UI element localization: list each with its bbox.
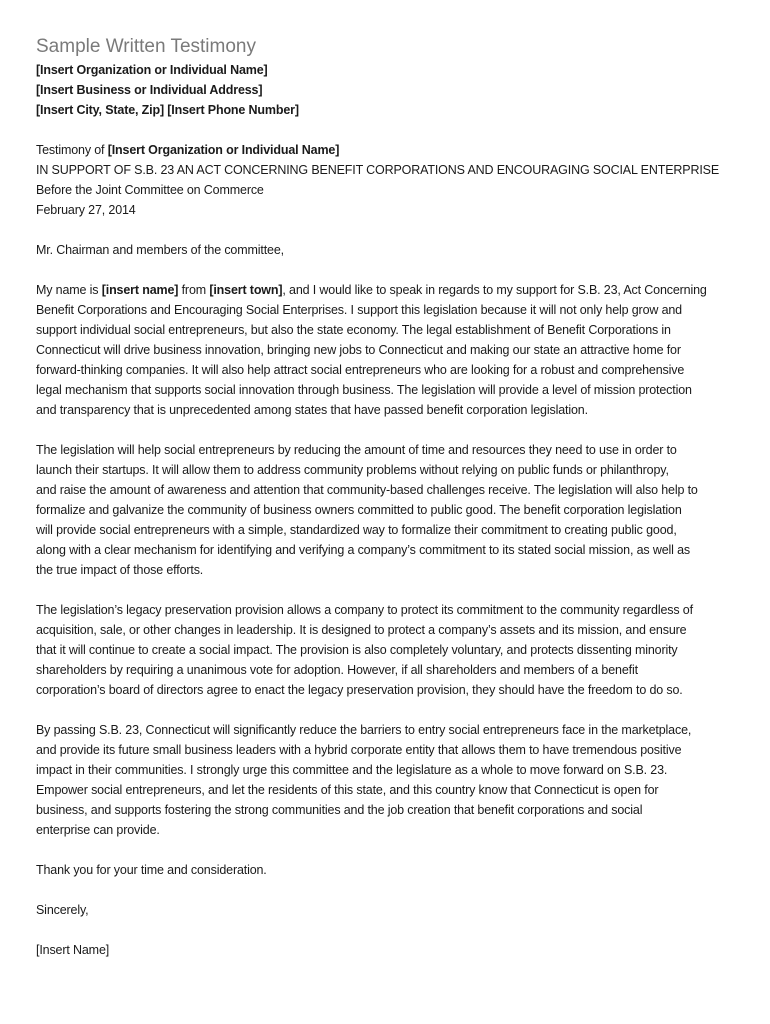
paragraph-3-line: that it will continue to create a social impact. The provision is also completely voluntary, and protects dissenting minority: [36, 643, 678, 657]
paragraph-4-line: business, and supports fostering the strong communities and the job creation that benefit corporations and social: [36, 803, 643, 817]
paragraph-2: [36, 440, 740, 580]
paragraph-2-line: along with a clear mechanism for identifying and verifying a company’s commitment to its stated social mission, as well as: [36, 543, 690, 557]
para1-line1-rest: , and I would like to speak in regards to my support for S.B. 23, Act Concerning: [282, 283, 707, 297]
thanks-line: Thank you for your time and consideration.: [36, 863, 267, 877]
spacer: [36, 840, 740, 860]
spacer: [36, 580, 740, 600]
spacer: [36, 220, 740, 240]
sender-address: [Insert Business or Individual Address]: [36, 83, 263, 97]
testimony-prefix: Testimony of: [36, 143, 108, 157]
paragraph-2-line: formalize and galvanize the community of business owners committed to public good. The benefit corporation legislation: [36, 503, 682, 517]
spacer: [36, 920, 740, 940]
support-line: IN SUPPORT OF S.B. 23 AN ACT CONCERNING BENEFIT CORPORATIONS AND ENCOURAGING SOCIAL ENTERPRISE: [36, 163, 720, 177]
paragraph-3-line: The legislation’s legacy preservation provision allows a company to protect its commitment to the community regardless of: [36, 603, 693, 617]
paragraph-2-line: will provide social entrepreneurs with a simple, standardized way to formalize their commitment to creating public good,: [36, 523, 677, 537]
document-title: Sample Written Testimony: [36, 36, 256, 57]
paragraph-3: [36, 600, 740, 700]
paragraph-4-line: impact in their communities. I strongly urge this committee and the legislature as a whole to move forward on S.B. 23.: [36, 763, 668, 777]
testimony-of-line: [36, 140, 740, 160]
paragraph-4-line: Empower social entrepreneurs, and let the residents of this state, and this country know that Connecticut is open for: [36, 783, 659, 797]
paragraph-1-line: legal mechanism that supports social innovation through business. The legislation will provide a level of mission protection: [36, 383, 692, 397]
para1-lead-text: My name is: [36, 283, 102, 297]
paragraph-4-line: and provide its future small business leaders with a hybrid corporate entity that allows them to have tremendous positive: [36, 743, 682, 757]
sender-block: [36, 60, 740, 120]
paragraph-1-line: and transparency that is unprecedented among states that have passed benefit corporation legislation.: [36, 403, 588, 417]
paragraph-1-line: Connecticut will drive business innovation, bringing new jobs to Connecticut and making our state an attractive home for: [36, 343, 681, 357]
spacer: [36, 880, 740, 900]
paragraph-3-line: corporation’s board of directors agree to enact the legacy preservation provision, they should have the freedom to do so.: [36, 683, 683, 697]
paragraph-1-line: forward-thinking companies. It will also help attract social entrepreneurs who are looking for a robust and comprehensive: [36, 363, 685, 377]
sender-city-phone: [Insert City, State, Zip] [Insert Phone Number]: [36, 103, 299, 117]
spacer: [36, 420, 740, 440]
paragraph-2-line: the true impact of those efforts.: [36, 563, 204, 577]
testimony-date: February 27, 2014: [36, 203, 136, 217]
paragraph-4: [36, 720, 740, 840]
sender-org-name: [Insert Organization or Individual Name]: [36, 63, 268, 77]
paragraph-4-line: By passing S.B. 23, Connecticut will significantly reduce the barriers to entry social entrepreneurs face in the marketplace,: [36, 723, 692, 737]
paragraph-1-line: [36, 280, 740, 300]
closing-line: Sincerely,: [36, 903, 89, 917]
paragraph-4-line: enterprise can provide.: [36, 823, 160, 837]
spacer: [36, 260, 740, 280]
committee-line: Before the Joint Committee on Commerce: [36, 183, 264, 197]
testimony-heading-block: [36, 140, 740, 220]
paragraph-3-line: acquisition, sale, or other changes in leadership. It is designed to protect a company’s assets and its mission, and ensure: [36, 623, 687, 637]
paragraph-1-line: Benefit Corporations and Encouraging Social Enterprises. I support this legislation because it will not only help grow and: [36, 303, 682, 317]
spacer: [36, 700, 740, 720]
salutation: Mr. Chairman and members of the committee,: [36, 243, 284, 257]
paragraph-1-line: support individual social entrepreneurs, but also the state economy. The legal establishment of Benefit Corporations in: [36, 323, 671, 337]
testimony-org-name: [Insert Organization or Individual Name]: [107, 143, 340, 157]
insert-name-placeholder: [insert name]: [101, 283, 179, 297]
paragraph-2-line: The legislation will help social entrepreneurs by reducing the amount of time and resources they need to use in order to: [36, 443, 677, 457]
paragraph-2-line: and raise the amount of awareness and attention that community-based challenges receive. The legislation will also help to: [36, 483, 698, 497]
paragraph-3-line: shareholders by requiring a unanimous vote for adoption. However, if all shareholders and members of a benefit: [36, 663, 638, 677]
paragraph-1: [36, 280, 740, 420]
spacer: [36, 120, 740, 140]
insert-town-placeholder: [insert town]: [209, 283, 283, 297]
para1-from-text: from: [178, 283, 210, 297]
signature-line: [Insert Name]: [36, 943, 110, 957]
paragraph-2-line: launch their startups. It will allow them to address community problems without relying on public funds or philanthropy,: [36, 463, 669, 477]
